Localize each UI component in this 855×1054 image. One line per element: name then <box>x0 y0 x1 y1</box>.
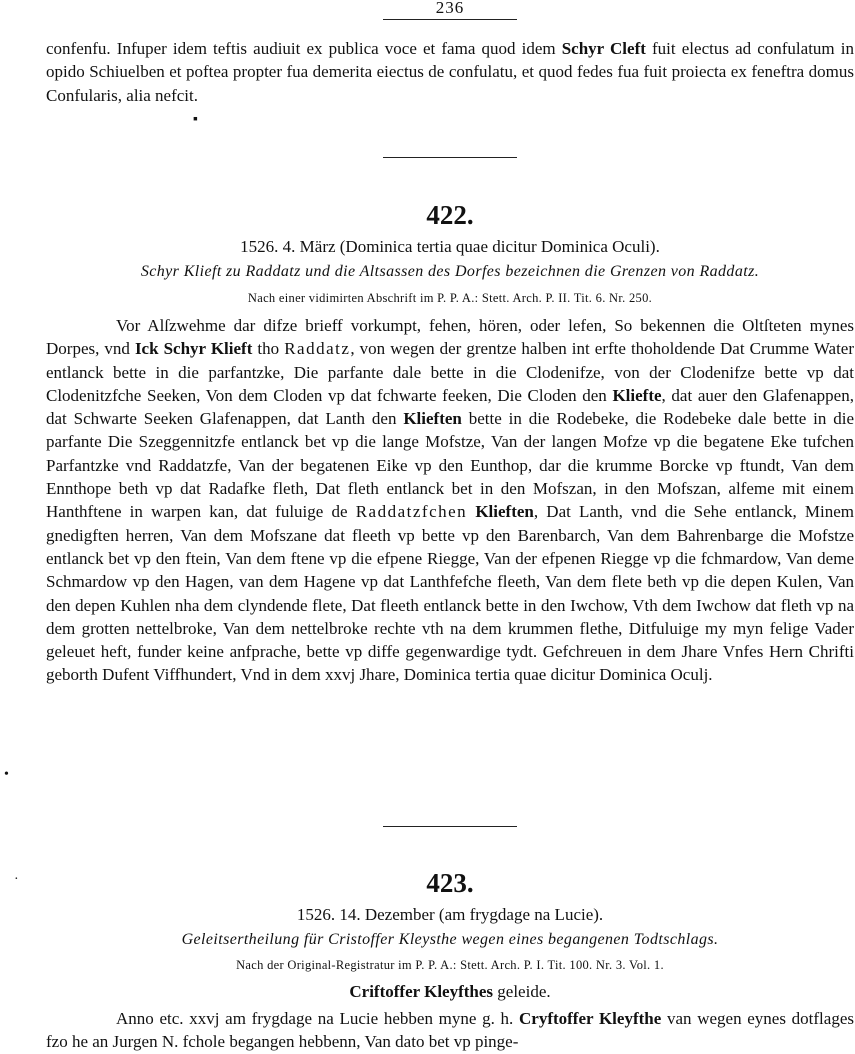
page-number: 236 <box>435 0 465 17</box>
margin-mark: · <box>14 872 19 887</box>
document-regest: Geleitsertheilung für Cristoffer Kleysthe wegen eines begangenen Todtschlags. <box>181 931 719 948</box>
document-body: Vor Alſzwehme dar difze brieff vorkumpt, fehen, hören, oder lefen, So bekennen die Oltſteten mynes Dorpes, vnd Ick Schyr Klieft tho Raddatz, von wegen der grentze halben int erfte thoholdende Dat Crumme Water entlanck bette in die parfantzke, Die parfante dale bette in die Clodenifze, von der Clodenifze bette vp dat Clodenitzfche Seeken, Von dem Cloden vp dat fchwarte feeken, Die Cloden den Kliefte, dat auer den Glafenappen, dat Schwarte Seeken Glafenappen, dat Lanth den Klieften bette in die Rodebeke, die Rodebeke dale bette in die parfante Die Szeggennitzfe entlanck bet vp die lange Mofstze, Van der langen Mofze vp die begatene Eke tufchen Parfantzke vnd Raddatzfe, Van der begatenen Eike vp den Eunthop, dar die krumme Borcke vp ftundt, Van dem Ennthope beth vp dat Radafke fleth, Dat fleth entlanck bet in den Mofszan, in den Mofszan, alfeme mit einem Hanthftene in warpen kan, dat fuluige de Raddatzfchen Klieften, Dat Lanth, vnd die Sehe entlanck, Minem gnedigften herren, Van dem Mofszane dat fleeth vp bette vp den Barenbarch, Van dem Bahrenbarge die Mofstze entlanck bet vp den ftein, Van dem ftene vp die efpene Riegge, Van der efpenen Riegge vp die fchmardow, Van deme Schmardow vp den Hagen, van dem Hagene vp dat Lanthfefche fleeth, Van dem flete beth vp die depen Kulen, Van den depen Kuhlen nha dem clyndende flete, Dat fleeth entlanck bette in den Iwchow, Vth dem Iwchow dat fleth vp na dem grotten nettelbroke, Van dem nettelbroke rechte vth na dem krummen flethe, Ditfuluige my myn felige Vader geleuet heft, funder keine anfprache, bette vp diffe gegenwardige tydt. Gefchreuen in dem Jhare Vnfes Hern Chrifti geborth Dufent Viffhundert, Vnd in dem xxvj Jhare, Dominica tertia quae dicitur Dominica Oculj. <box>46 316 855 685</box>
document-source: Nach der Original-Registratur im P. P. A.: Stett. Arch. P. I. Tit. 100. Nr. 3. Vol. 1. <box>236 958 664 972</box>
document-number: 422. <box>426 200 474 230</box>
document-regest: Schyr Klieft zu Raddatz und die Altsassen des Dorfes bezeichnen die Grenzen von Raddatz. <box>140 263 760 280</box>
person-name: Cryftoffer Kleyfthe <box>519 1009 662 1028</box>
person-name: Klieften <box>475 502 534 522</box>
document-number: 423. <box>426 868 474 898</box>
page-number-rule <box>383 19 517 20</box>
document-heading: Criftoffer Kleyfthes geleide. <box>349 982 551 1001</box>
place-name: Raddatz <box>284 339 351 359</box>
place-name: Raddatzfchen <box>355 502 468 522</box>
person-name: Criftoffer Kleyfthes <box>349 982 494 1001</box>
stray-mark: ▪ <box>193 112 198 127</box>
person-name: Ick Schyr Klieft <box>134 339 253 359</box>
document-source: Nach einer vidimirten Abschrift im P. P. A.: Stett. Arch. P. II. Tit. 6. Nr. 250. <box>247 291 653 305</box>
document-dateline: 1526. 4. März (Dominica tertia quae dicitur Dominica Oculi). <box>240 237 660 256</box>
continuation-paragraph: confenfu. Infuper idem teftis audiuit ex publica voce et fama quod idem Schyr Cleft fuit electus ad confulatum in opido Schiuelben et poftea propter fua demerita eiectus de confulatu, et quod fedes fua fuit proiecta ex feneftra domus Confularis, alia nefcit. <box>46 39 854 105</box>
document-body: Anno etc. xxvj am frygdage na Lucie hebben myne g. h. Cryftoffer Kleyfthe van wegen eynes dotflages fzo he an Jurgen N. fchole begangen hebbenn, Van dato bet vp pinge- <box>46 1009 854 1052</box>
person-name: Klieften <box>403 409 462 429</box>
margin-mark: • <box>4 767 9 782</box>
person-name: Schyr Cleft <box>561 39 646 58</box>
document-dateline: 1526. 14. Dezember (am frygdage na Lucie). <box>296 905 604 924</box>
section-divider <box>383 157 517 158</box>
person-name: Kliefte <box>612 385 662 405</box>
section-divider <box>383 826 517 827</box>
